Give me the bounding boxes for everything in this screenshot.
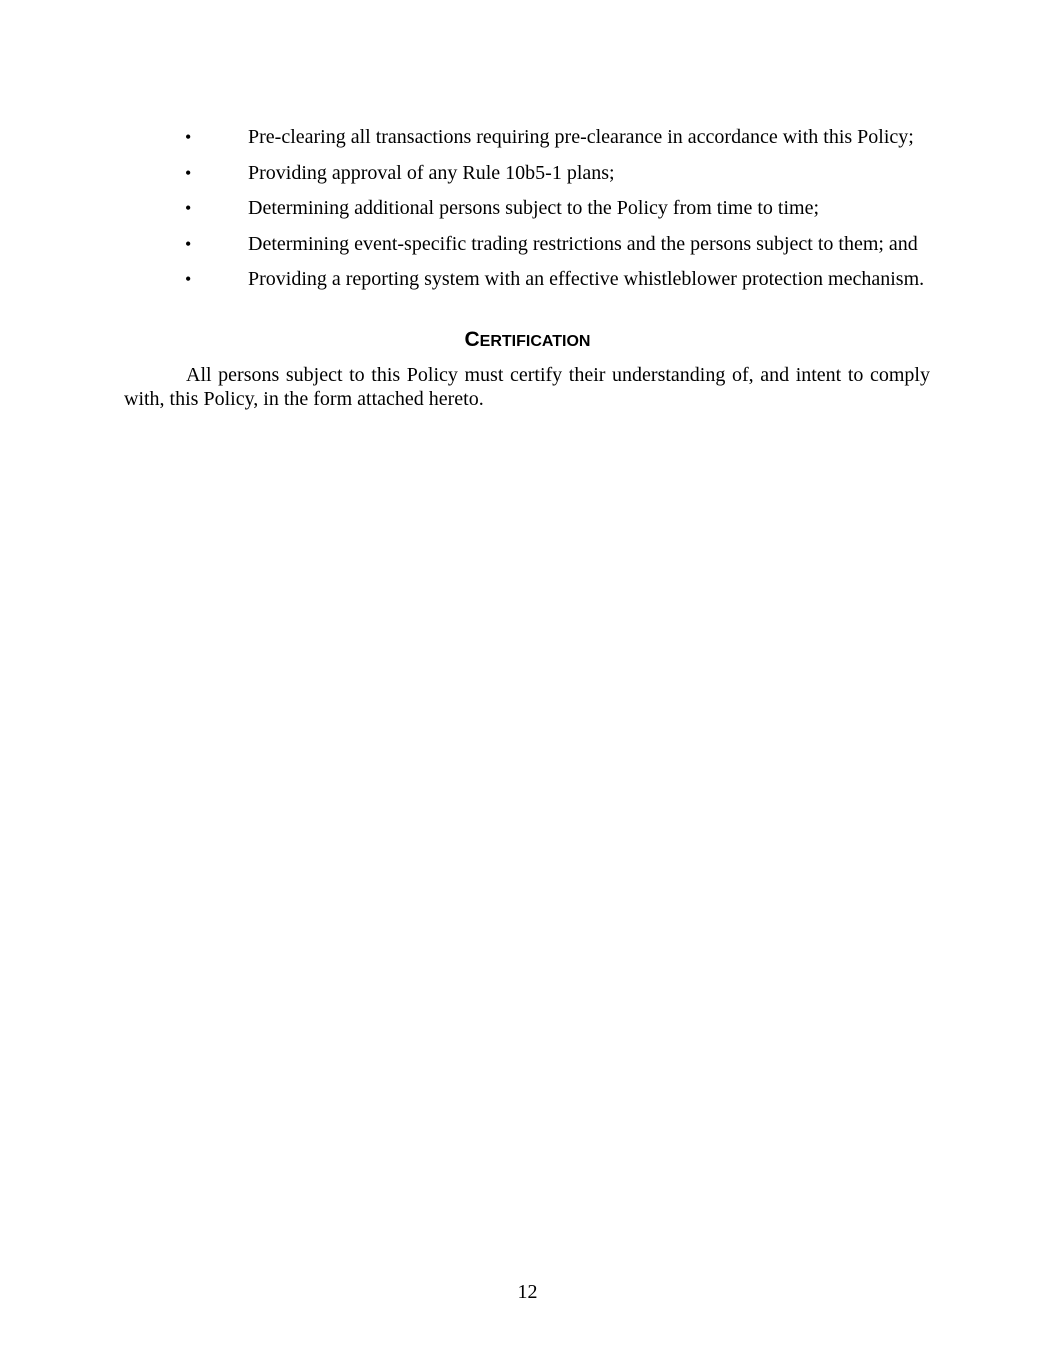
list-item [185,232,930,256]
list-item-text: Determining event-specific trading restrictions and the persons subject to them; and [248,232,918,255]
bullet-icon: • [185,127,192,147]
heading-rest: ERTIFICATION [479,333,591,350]
list-item [185,161,930,185]
section-heading [0,328,1055,354]
list-item-text: Providing approval of any Rule 10b5-1 plans; [248,161,615,184]
bullet-icon: • [185,162,192,183]
list-item [185,196,930,220]
list-item [185,267,930,291]
list-item-text: Providing a reporting system with an effective whistleblower protection mechanism. [248,268,925,290]
bullet-icon: • [185,198,192,218]
list-item [185,125,930,149]
bullet-icon: • [185,233,192,254]
bullet-icon: • [185,269,192,289]
heading-initial: C [464,328,480,351]
list-item-text: Pre-clearing all transactions requiring pre-clearance in accordance with this Policy; [248,126,914,148]
certification-paragraph: All persons subject to this Policy must certify their understanding of, and intent to comply with, this Policy, in the form attached hereto. [124,364,930,410]
responsibilities-list [185,125,930,303]
list-item-text: Determining additional persons subject to the Policy from time to time; [248,197,820,219]
page-number: 12 [517,1281,538,1303]
